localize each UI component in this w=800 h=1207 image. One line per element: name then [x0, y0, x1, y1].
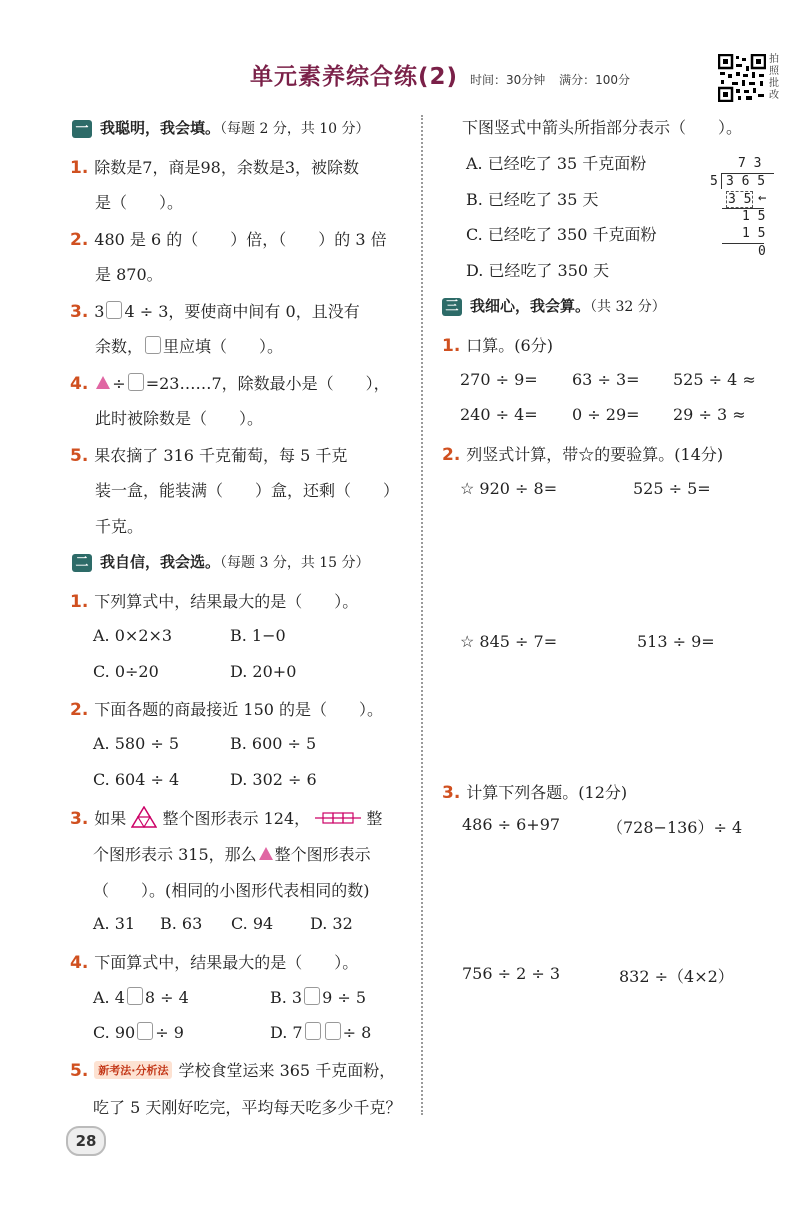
calc1-item: 240 ÷ 4= [460, 405, 538, 424]
choice-q3-line3: （ ）。(相同的小图形代表相同的数) [93, 881, 370, 900]
fill-q3-line1: 3. 3 4 ÷ 3，要使商中间有 0，且没有 [70, 302, 360, 322]
fill-q5-line2: 装一盒，能装满（ ）盒，还剩（ ） [95, 481, 400, 500]
qr-code-icon[interactable] [718, 54, 766, 102]
calc1-item: 525 ÷ 4 ≈ [673, 370, 756, 389]
choice-q2-stem: 2. 下面各题的商最接近 150 的是（ ）。 [70, 700, 384, 720]
new-method-tag: 新考法·分析法 [94, 1061, 172, 1079]
qr-caption: 拍照批改 [769, 54, 779, 101]
fill-q3-line2: 余数， 里应填（ ）。 [95, 337, 284, 356]
arrow-icon: ← [758, 190, 767, 206]
exam-meta [470, 71, 640, 88]
choice-q2-d[interactable]: D. 302 ÷ 6 [230, 770, 317, 789]
calc1-item: 63 ÷ 3= [572, 370, 640, 389]
fill-q2-line1: 2. 480 是 6 的（ ）倍，（ ）的 3 倍 [70, 230, 387, 250]
choice-q3-line1: 3. 如果 整个图形表示 124， 整 [70, 806, 382, 829]
section-heading-3: 三 我细心，我会算。（共 32 分） [442, 295, 666, 316]
choice-q3-a[interactable]: A. 31 [93, 914, 136, 933]
choice-q6-c[interactable]: C. 已经吃了 350 千克面粉 [466, 225, 657, 244]
calc3-item: 756 ÷ 2 ÷ 3 [462, 964, 561, 983]
choice-q3-line2: 个图形表示 315，那么 整个图形表示 [93, 845, 371, 864]
calc1-item: 29 ÷ 3 ≈ [673, 405, 746, 424]
fill-q2-line2: 是 870。 [95, 265, 163, 284]
calc1-title: 1. 口算。(6分) [442, 336, 553, 356]
long-division-figure: 7 3 5 3 6 5 3 5 ← 1 5 1 5 0 [708, 156, 774, 260]
choice-q5-line2: 吃了 5 天刚好吃完，平均每天吃多少千克？ [93, 1098, 402, 1117]
calc3-item: （728−136）÷ 4 [607, 818, 743, 837]
choice-q2-c[interactable]: C. 604 ÷ 4 [93, 770, 180, 789]
choice-q4-b[interactable]: B. 3 9 ÷ 5 [270, 988, 367, 1007]
choice-q6-a[interactable]: A. 已经吃了 35 千克面粉 [466, 154, 647, 173]
calc3-item: 832 ÷（4×2） [619, 967, 734, 986]
choice-q2-b[interactable]: B. 600 ÷ 5 [230, 734, 317, 753]
choice-q6-stem: 下图竖式中箭头所指部分表示（ ）。 [462, 118, 743, 137]
rect-figure-icon [315, 811, 361, 825]
choice-q1-c[interactable]: C. 0÷20 [93, 662, 159, 681]
blank-box [128, 373, 144, 391]
choice-q6-d[interactable]: D. 已经吃了 350 天 [466, 261, 610, 280]
calc2-item: 525 ÷ 5= [633, 479, 711, 498]
calc3-title: 3. 计算下列各题。(12分) [442, 783, 628, 803]
calc1-item: 270 ÷ 9= [460, 370, 538, 389]
fill-q5-line3: 千克。 [95, 517, 144, 536]
calc2-item: ☆ 920 ÷ 8= [460, 479, 558, 498]
page-title: 单元素养综合练(2) [250, 64, 459, 90]
calc2-item: ☆ 845 ÷ 7= [460, 632, 558, 651]
triangle-icon [259, 847, 273, 860]
choice-q4-c[interactable]: C. 90 ÷ 9 [93, 1023, 184, 1042]
blank-box [106, 301, 122, 319]
choice-q1-d[interactable]: D. 20+0 [230, 662, 297, 681]
calc1-item: 0 ÷ 29= [572, 405, 640, 424]
section-heading-1: 一 我聪明，我会填。（每题 2 分，共 10 分） [72, 117, 370, 138]
choice-q4-d[interactable]: D. 7 ÷ 8 [270, 1023, 372, 1042]
choice-q5-line1: 5. 新考法·分析法 学校食堂运来 365 千克面粉， [70, 1061, 396, 1081]
fill-q1-line1: 1. 除数是7，商是98，余数是3，被除数 [70, 158, 360, 178]
section-badge: 三 [442, 298, 462, 316]
section-heading-2: 二 我自信，我会选。（每题 3 分，共 15 分） [72, 551, 370, 572]
section-badge: 一 [72, 120, 92, 138]
choice-q1-stem: 1. 下列算式中，结果最大的是（ ）。 [70, 592, 359, 612]
calc3-item: 486 ÷ 6+97 [462, 815, 561, 834]
choice-q4-a[interactable]: A. 4 8 ÷ 4 [93, 988, 189, 1007]
fill-q1-line2: 是（ ）。 [95, 193, 184, 212]
choice-q3-b[interactable]: B. 63 [160, 914, 203, 933]
column-divider [421, 115, 423, 1115]
blank-box [145, 336, 161, 354]
time-limit: 时间：30分钟 [470, 73, 546, 87]
choice-q4-stem: 4. 下面算式中，结果最大的是（ ）。 [70, 953, 359, 973]
choice-q3-c[interactable]: C. 94 [231, 914, 274, 933]
choice-q3-d[interactable]: D. 32 [310, 914, 353, 933]
triangle-figure-icon [131, 806, 157, 828]
full-score: 满分：100分 [559, 73, 631, 87]
choice-q1-a[interactable]: A. 0×2×3 [93, 626, 173, 645]
triangle-icon [96, 376, 110, 389]
calc2-item: 513 ÷ 9= [637, 632, 715, 651]
calc2-title: 2. 列竖式计算，带☆的要验算。(14分) [442, 445, 724, 465]
choice-q2-a[interactable]: A. 580 ÷ 5 [93, 734, 180, 753]
choice-q1-b[interactable]: B. 1−0 [230, 626, 286, 645]
page-number: 28 [66, 1126, 106, 1156]
fill-q4-line1: 4. ÷ =23……7，除数最小是（ ）， [70, 374, 390, 394]
choice-q6-b[interactable]: B. 已经吃了 35 天 [466, 190, 599, 209]
fill-q5-line1: 5. 果农摘了 316 千克葡萄，每 5 千克 [70, 446, 348, 466]
section-badge: 二 [72, 554, 92, 572]
fill-q4-line2: 此时被除数是（ ）。 [95, 409, 264, 428]
